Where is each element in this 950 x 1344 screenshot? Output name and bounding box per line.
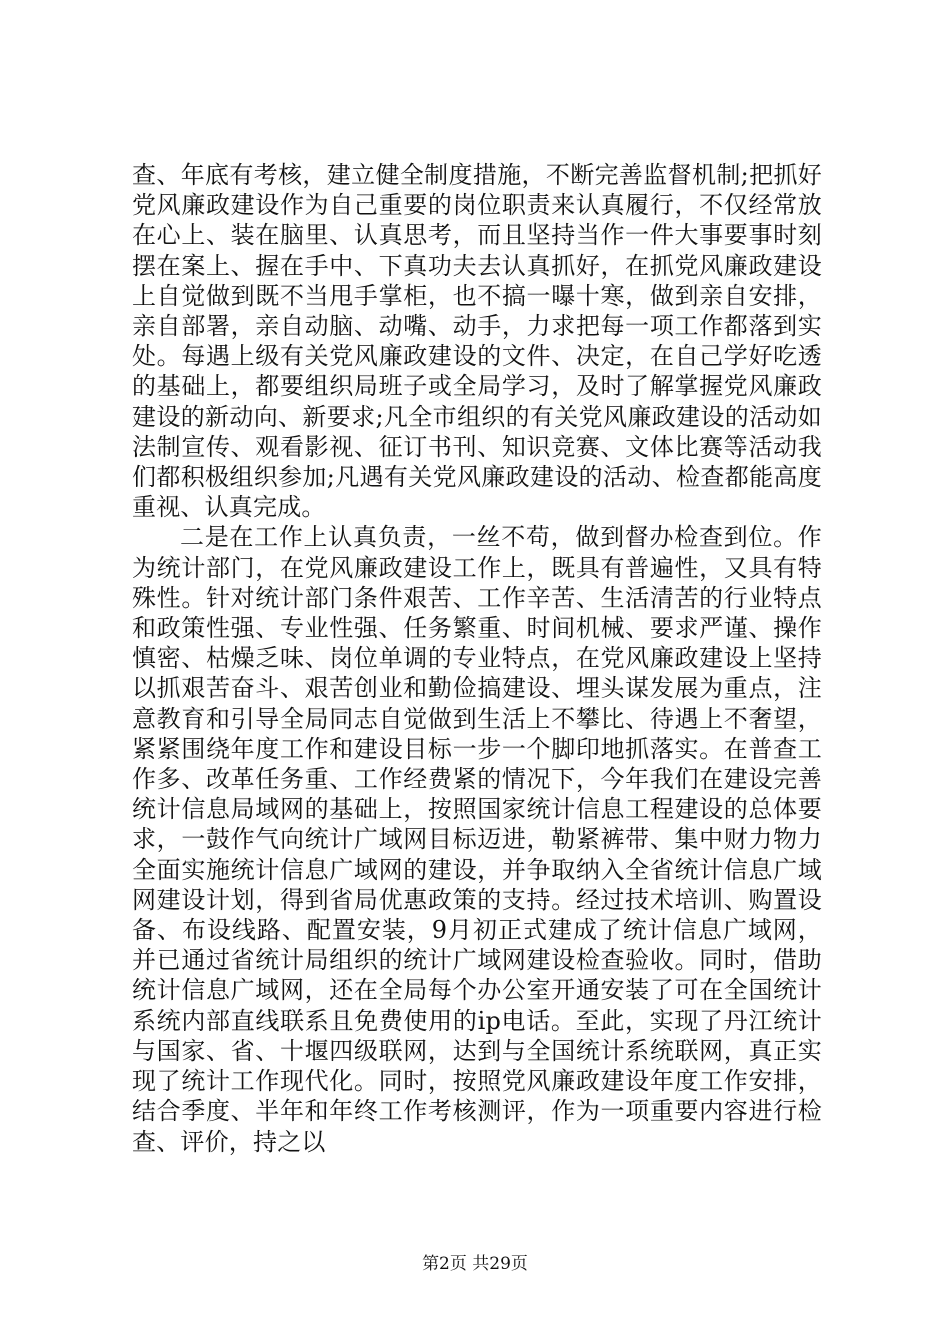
page-number-footer: 第2页 共29页 bbox=[422, 1254, 528, 1274]
document-body bbox=[132, 160, 822, 1157]
paragraph-2: 二是在工作上认真负责，一丝不苟，做到督办检查到位。作为统计部门，在党风廉政建设工作上，既具有普遍性，又具有特殊性。针对统计部门条件艰苦、工作辛苦、生活清苦的行业特点和政策性强、专业性强、任务繁重、时间机械、要求严谨、操作慎密、枯燥乏味、岗位单调的专业特点，在党风廉政建设上坚持以抓艰苦奋斗、艰苦创业和勤俭搞建设、埋头谋发展为重点，注意教育和引导全局同志自觉做到生活上不攀比、待遇上不奢望，紧紧围绕年度工作和建设目标一步一个脚印地抓落实。在普查工作多、改革任务重、工作经费紧的情况下，今年我们在建设完善统计信息局域网的基础上，按照国家统计信息工程建设的总体要求，一鼓作气向统计广域网目标迈进，勒紧裤带、集中财力物力全面实施统计信息广域网的建设，并争取纳入全省统计信息广域网建设计划，得到省局优惠政策的支持。经过技术培训、购置设备、布设线路、配置安装，9月初正式建成了统计信息广域网，并已通过省统计局组织的统计广域网建设检查验收。同时，借助统计信息广域网，还在全局每个办公室开通安装了可在全国统计系统内部直线联系且免费使用的ip电话。至此，实现了丹江统计与国家、省、十堰四级联网，达到与全国统计系统联网，真正实现了统计工作现代化。同时，按照党风廉政建设年度工作安排，结合季度、半年和年终工作考核测评，作为一项重要内容进行检查、评价，持之以 bbox=[132, 523, 822, 1156]
paragraph-1: 查、年底有考核，建立健全制度措施，不断完善监督机制;把抓好党风廉政建设作为自己重要的岗位职责来认真履行，不仅经常放在心上、装在脑里、认真思考，而且坚持当作一件大事要事时刻摆在案上、握在手中、下真功夫去认真抓好，在抓党风廉政建设上自觉做到既不当甩手掌柜，也不搞一曝十寒，做到亲自安排，亲自部署，亲自动脑、动嘴、动手，力求把每一项工作都落到实处。每遇上级有关党风廉政建设的文件、决定，在自己学好吃透的基础上，都要组织局班子或全局学习，及时了解掌握党风廉政建设的新动向、新要求;凡全市组织的有关党风廉政建设的活动如法制宣传、观看影视、征订书刊、知识竞赛、文体比赛等活动我们都积极组织参加;凡遇有关党风廉政建设的活动、检查都能高度重视、认真完成。 bbox=[132, 161, 822, 522]
